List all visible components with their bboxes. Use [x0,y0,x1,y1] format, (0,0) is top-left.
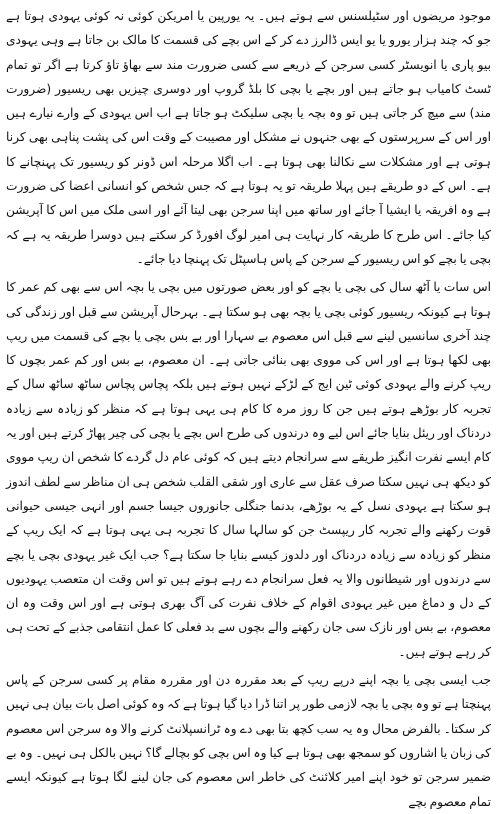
paragraph-2: اس سات یا آٹھ سال کی بچی یا بچے کو اور بعض صورتوں میں بچی یا بچہ اس سے بھی کم عمر کا ہوتا ہے کیونکہ ریسیور کوئی بچی یا بچہ بھی ہو سکتا ہے۔ بہرحال آپریشن سے قبل اور زندگی کی چند آخری سانسیں لینے سے قبل اس معصوم بے سہارا اور بے بس بچی یا بچے کی قسمت میں ریپ بھی لکھا ہوتا ہے اور اس کی مووی بھی بنائی جاتی ہے۔ ان معصوم، بے بس اور کم عمر بچوں کا ریپ کرنے والے یہودی کوئی ٹین ایج کے لڑکے نہیں ہوتے ہیں بلکہ پچاس پچاس ساٹھ ساٹھ سال کے تجربہ کار بوڑھے ہوتے ہیں جن کا روز مرہ کا کام ہی یہی ہوتا ہے کہ منظر کو زیادہ سے زیادہ دردناک اور ریئل بنایا جائے اس لیے وہ درندوں کی طرح اس بچے یا بچی کی چیر پھاڑ کرتے ہیں اور یہ کام ایسے نفرت انگیز طریقے سے سرانجام دیتے ہیں کہ کوئی عام دل گردے کا شخص ان ریپ مووی کو دیکھ ہی نہیں سکتا صرف عقل سے عاری اور شقی القلب شخص ہی ان مناظر سے لطف اندوز ہو سکتا ہے یہودی نسل کے یہ بوڑھے، بدنما جنگلی جانوروں جیسا جسم اور انہی جیسی حیوانی قوت رکھنے والے تجربہ کار ریپسٹ جن کو سالہا سال کا تجربہ ہی یہی ہوتا ہے کہ ایک ریپ کے منظر کو زیادہ سے زیادہ دردناک اور دلدوز کیسے بنایا جا سکتا ہے؟ جب ایک غیر یہودی بچی یا بچے سے درندوں اور شیطانوں والا یہ فعل سرانجام دے رہے ہوتے ہیں تو اس وقت ان متعصب یہودیوں کے دل و دماغ میں غیر یہودی اقوام کے خلاف نفرت کی آگ بھری ہوتی ہے اور اس وقت وہ ان معصوم، بے بس اور نازک سی جان رکھنے والے بچوں سے بد فعلی کا عمل انتقامی جذبے کے تحت ہی کر رہے ہوتے ہیں۔ [6,280,491,659]
paragraph-1: موجود مریضوں اور سٹیلسنس سے ہوتے ہیں۔ یہ یورپین یا امریکن کوئی نہ کوئی یہودی ہوتا ہے جو کہ چند ہزار یورو یا یو ایس ڈالرز دے کر کے اس بچے کی قسمت کا مالک بن جاتا ہے وہی یہودی بیو پاری یا انویسٹر کسی سرجن کے ذریعے سے کسی ضرورت مند سے بھاؤ تاؤ کرتا ہے اگر تو تمام ٹسٹ کامیاب ہو جاتے ہیں اور بچے یا بچی کا بلڈ گروپ اور دوسری چیزیں بھی ریسیور (ضرورت مند) سے میچ کر جاتی ہیں تو وہ بچہ یا بچی سلیکٹ ہو جاتا ہے اب اس یہودی کے وارے نیارے ہیں اور اس کے سرپرستوں کے بھی جنہوں نے مشکل اور مصیبت کے وقت اس کی پشت پناہی بھی کرنا ہوتی ہے اور مشکلات سے نکالنا بھی ہوتا ہے۔ اب اگلا مرحلہ اس ڈونر کو ریسیور تک پہنچانے کا ہے۔ اس کے دو طریقے ہیں پہلا طریقہ تو یہ ہوتا ہے کہ جس شخص کو انسانی اعضا کی ضرورت ہے وہ افریقہ یا ایشیا آ جائے اور ساتھ میں اپنا سرجن بھی لیتا آئے اور اسی ملک میں اس کا آپریشن کیا جائے۔ اس طرح کا طریقہ کار نہایت ہی امیر لوگ افورڈ کر سکتے ہیں دوسرا طریقہ یہ ہے کہ بچی یا بچے کو اس ریسیور کے سرجن کے پاس ہاسپٹل تک پہنچا دیا جائے۔ [6,9,491,266]
paragraph-3: جب ایسی بچی یا بچہ اپنے درپے ریپ کے بعد مقررہ دن اور مقررہ مقام پر کسی سرجن کے پاس پہنچتا ہے تو وہ بچی یا بچہ لازمی طور پر اتنا ڈرا دیا گیا ہوتا ہے کہ وہ کوئی اصل بات بیان ہی نہیں کر سکتا۔ بالفرض محال وہ یہ سب کچھ بتا بھی دے وہ ٹرانسپلانٹ کرنے والا وہ سرجن اس معصوم کی زبان یا اشاروں کو سمجھ بھی ہوتا ہے کیا وہ اس بچی کو بچالے گا؟ نہیں بالکل ہی نہیں۔ وہ بے ضمیر سرجن تو خود اپنے امیر کلائنٹ کی خاطر اس معصوم کی جان لینے لگا ہوتا ہے کیونکہ ایسے تمام معصوم بچے [6,673,491,809]
